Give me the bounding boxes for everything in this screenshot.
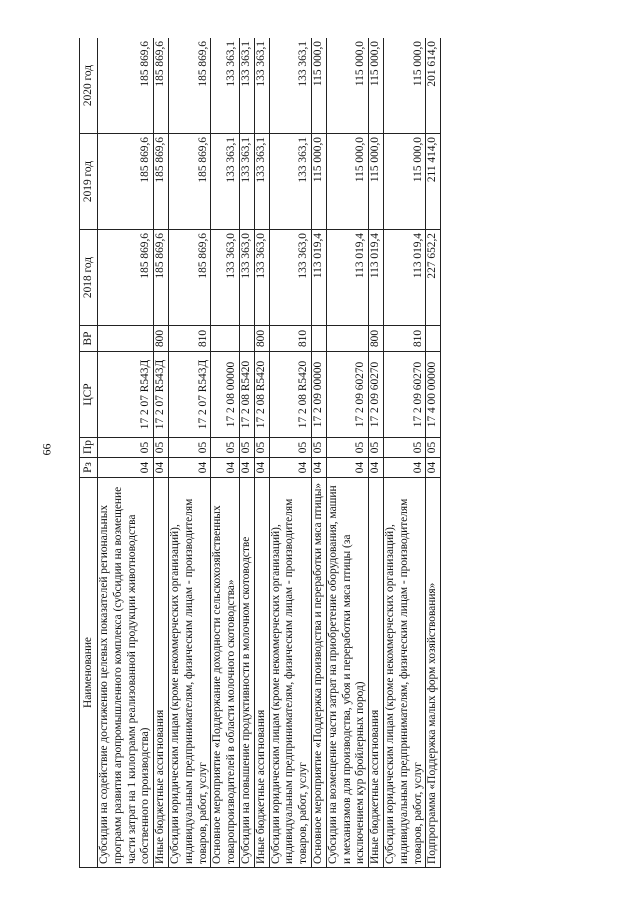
rotated-table-layer	[79, 38, 552, 868]
row-vr	[239, 326, 254, 352]
row-pr: 05	[154, 438, 169, 458]
row-pr: 05	[426, 438, 441, 458]
row-pr: 05	[98, 438, 154, 458]
row-2020: 185 869,6	[98, 38, 154, 134]
row-2019: 185 869,6	[168, 134, 210, 230]
row-csr: 17 2 07 R543Д	[168, 352, 210, 438]
row-rz: 04	[383, 458, 425, 478]
row-2018: 113 019,4	[326, 230, 368, 326]
row-2018: 113 019,4	[369, 230, 384, 326]
row-name: Субсидии на повышение продуктивности в молочном скотоводстве	[239, 478, 254, 868]
row-rz: 04	[154, 458, 169, 478]
row-pr: 05	[369, 438, 384, 458]
row-rz: 04	[326, 458, 368, 478]
row-name: Иные бюджетные ассигнования	[154, 478, 169, 868]
table-row	[383, 38, 425, 868]
row-pr: 05	[311, 438, 326, 458]
row-rz: 04	[269, 458, 311, 478]
row-2020: 115 000,0	[311, 38, 326, 134]
header-2019: 2019 год	[80, 134, 98, 230]
row-2020: 133 363,1	[211, 38, 240, 134]
row-vr: 800	[254, 326, 269, 352]
row-2019: 133 363,1	[269, 134, 311, 230]
row-csr: 17 2 09 60270	[326, 352, 368, 438]
row-2018: 113 019,4	[311, 230, 326, 326]
row-csr: 17 2 07 R543Д	[98, 352, 154, 438]
header-2020: 2020 год	[80, 38, 98, 134]
row-csr: 17 2 09 60270	[369, 352, 384, 438]
row-2019: 185 869,6	[154, 134, 169, 230]
row-2020: 133 363,1	[239, 38, 254, 134]
row-2019: 115 000,0	[311, 134, 326, 230]
row-2018: 185 869,6	[98, 230, 154, 326]
row-2020: 201 614,0	[426, 38, 441, 134]
row-2018: 133 363,0	[211, 230, 240, 326]
row-vr	[326, 326, 368, 352]
row-vr: 810	[383, 326, 425, 352]
row-rz: 04	[211, 458, 240, 478]
row-pr: 05	[383, 438, 425, 458]
row-csr: 17 2 09 60270	[383, 352, 425, 438]
row-name: Подпрограмма «Поддержка малых форм хозяйствования»	[426, 478, 441, 868]
header-csr: ЦСР	[80, 352, 98, 438]
table-row	[426, 38, 441, 868]
table-row	[98, 38, 154, 868]
row-2020: 115 000,0	[326, 38, 368, 134]
row-2020: 115 000,0	[383, 38, 425, 134]
header-name: Наименование	[80, 478, 98, 868]
row-csr: 17 2 08 R5420	[239, 352, 254, 438]
row-csr: 17 2 08 00000	[211, 352, 240, 438]
row-pr: 05	[211, 438, 240, 458]
row-name: Субсидии юридическим лицам (кроме некоммерческих организаций), индивидуальным предпринимателям, физическим лицам - производителям товаров, работ, услуг	[168, 478, 210, 868]
table-row	[254, 38, 269, 868]
row-2018: 133 363,0	[239, 230, 254, 326]
table-row	[326, 38, 368, 868]
row-2020: 133 363,1	[269, 38, 311, 134]
table-row	[154, 38, 169, 868]
row-2019: 211 414,0	[426, 134, 441, 230]
row-pr: 05	[239, 438, 254, 458]
table-row	[311, 38, 326, 868]
row-name: Основное мероприятие «Поддержание доходности сельскохозяйственных товаропроизводителей в области молочного скотоводства»	[211, 478, 240, 868]
row-name: Субсидии юридическим лицам (кроме некоммерческих организаций), индивидуальным предпринимателям, физическим лицам - производителям товаров, работ, услуг	[383, 478, 425, 868]
row-vr	[426, 326, 441, 352]
header-rz: Рз	[80, 458, 98, 478]
row-vr	[211, 326, 240, 352]
budget-table-container	[79, 38, 552, 868]
row-vr: 810	[168, 326, 210, 352]
row-2018: 185 869,6	[168, 230, 210, 326]
page-number: 66	[39, 443, 54, 456]
row-pr: 05	[254, 438, 269, 458]
row-rz: 04	[311, 458, 326, 478]
table-row	[168, 38, 210, 868]
row-2019: 115 000,0	[369, 134, 384, 230]
row-vr: 800	[369, 326, 384, 352]
row-2020: 185 869,6	[154, 38, 169, 134]
row-2018: 227 652,2	[426, 230, 441, 326]
row-2019: 185 869,6	[98, 134, 154, 230]
row-vr: 800	[154, 326, 169, 352]
row-pr: 05	[326, 438, 368, 458]
row-2020: 133 363,1	[254, 38, 269, 134]
table-row	[269, 38, 311, 868]
row-vr	[311, 326, 326, 352]
row-csr: 17 2 09 00000	[311, 352, 326, 438]
row-pr: 05	[168, 438, 210, 458]
table-row	[211, 38, 240, 868]
header-pr: Пр	[80, 438, 98, 458]
row-2020: 185 869,6	[168, 38, 210, 134]
row-rz: 04	[426, 458, 441, 478]
row-name: Субсидии юридическим лицам (кроме некоммерческих организаций), индивидуальным предпринимателям, физическим лицам - производителям товаров, работ, услуг	[269, 478, 311, 868]
row-name: Иные бюджетные ассигнования	[254, 478, 269, 868]
row-csr: 17 2 08 R5420	[254, 352, 269, 438]
row-rz: 04	[369, 458, 384, 478]
row-rz: 04	[254, 458, 269, 478]
row-name: Субсидии на возмещение части затрат на приобретение оборудования, машин и механизмов для производства, убоя и переработки мяса птицы (за исключением кур бройлерных пород)	[326, 478, 368, 868]
row-vr	[98, 326, 154, 352]
row-rz: 04	[239, 458, 254, 478]
table-row	[239, 38, 254, 868]
row-2019: 133 363,1	[254, 134, 269, 230]
row-2019: 133 363,1	[211, 134, 240, 230]
table-row	[369, 38, 384, 868]
budget-table	[79, 38, 441, 868]
header-2018: 2018 год	[80, 230, 98, 326]
table-header-row	[80, 38, 98, 868]
row-csr: 17 2 07 R543Д	[154, 352, 169, 438]
row-2020: 115 000,0	[369, 38, 384, 134]
row-csr: 17 4 00 00000	[426, 352, 441, 438]
row-2019: 115 000,0	[326, 134, 368, 230]
row-name: Субсидии на содействие достижению целевых показателей региональных программ развития агропромышленного комплекса (субсидии на возмещение части затрат на 1 килограмм реализованной продукции животноводства собственного производства)	[98, 478, 154, 868]
row-rz: 04	[168, 458, 210, 478]
row-rz: 04	[98, 458, 154, 478]
row-2018: 133 363,0	[254, 230, 269, 326]
row-pr: 05	[269, 438, 311, 458]
row-2019: 133 363,1	[239, 134, 254, 230]
row-name: Иные бюджетные ассигнования	[369, 478, 384, 868]
row-2018: 133 363,0	[269, 230, 311, 326]
header-vr: ВР	[80, 326, 98, 352]
row-name: Основное мероприятие «Поддержка производства и переработки мяса птицы»	[311, 478, 326, 868]
row-vr: 810	[269, 326, 311, 352]
row-2018: 113 019,4	[383, 230, 425, 326]
row-2018: 185 869,6	[154, 230, 169, 326]
row-2019: 115 000,0	[383, 134, 425, 230]
row-csr: 17 2 08 R5420	[269, 352, 311, 438]
